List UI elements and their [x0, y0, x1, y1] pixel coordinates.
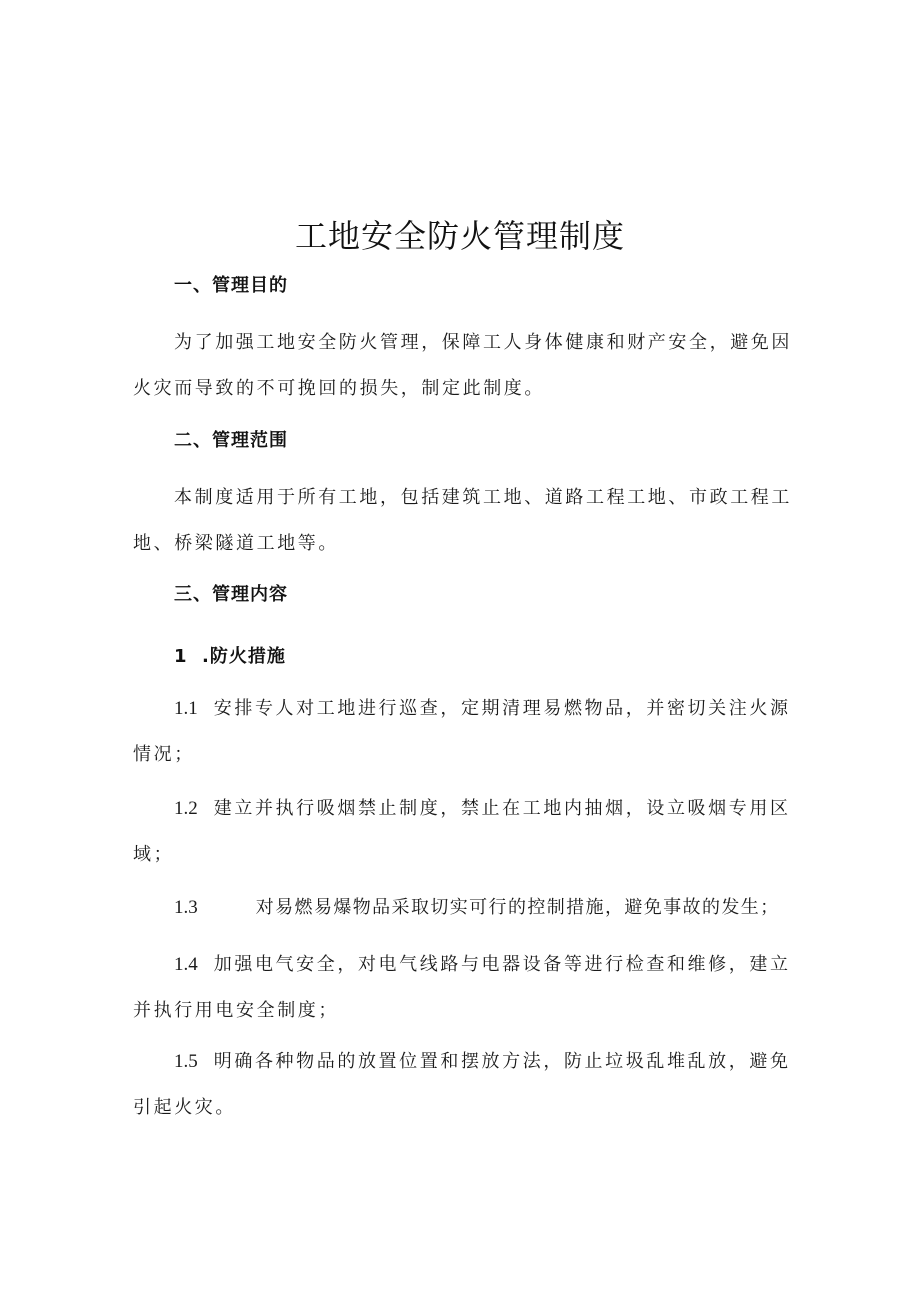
section-heading-purpose: 一、管理目的	[174, 275, 288, 296]
section-heading-content: 三、管理内容	[174, 584, 288, 605]
document-title: 工地安全防火管理制度	[294, 217, 625, 255]
item-number: 1.3	[174, 897, 198, 918]
list-item-1-5	[133, 1039, 789, 1131]
item-number: 1.5	[174, 1051, 198, 1072]
subsection-heading-fire-measures: 1 .防火措施	[174, 646, 286, 667]
item-text: 加强电气安全，对电气线路与电器设备等进行检查和维修，建立	[213, 954, 791, 975]
item-text: 并执行用电安全制度；	[133, 1000, 339, 1021]
list-item-1-2	[133, 786, 789, 878]
list-item-1-1	[133, 686, 789, 778]
paragraph-line: 地、桥梁隧道工地等。	[133, 533, 339, 554]
list-item-1-4	[133, 942, 789, 1034]
paragraph-line: 为了加强工地安全防火管理，保障工人身体健康和财产安全，避免因	[174, 332, 792, 353]
item-text: 引起火灾。	[133, 1097, 236, 1118]
paragraph-line: 火灾而导致的不可挽回的损失，制定此制度。	[133, 378, 545, 399]
item-number: 1.1	[174, 698, 198, 719]
item-text: 明确各种物品的放置位置和摆放方法，防止垃圾乱堆乱放，避免	[213, 1051, 791, 1072]
list-item-1-3	[133, 885, 813, 931]
item-text: 安排专人对工地进行巡查，定期清理易燃物品，并密切关注火源	[213, 698, 791, 719]
item-text: 域；	[133, 844, 175, 865]
item-text: 建立并执行吸烟禁止制度，禁止在工地内抽烟，设立吸烟专用区	[213, 798, 791, 819]
paragraph-line: 本制度适用于所有工地，包括建筑工地、道路工程工地、市政工程工	[174, 487, 792, 508]
section-heading-scope: 二、管理范围	[174, 430, 288, 451]
paragraph-scope	[133, 475, 792, 567]
paragraph-purpose	[133, 320, 792, 412]
item-text: 对易燃易爆物品采取切实可行的控制措施，避免事故的发生；	[255, 897, 780, 918]
item-number: 1.2	[174, 798, 198, 819]
item-number: 1.4	[174, 954, 198, 975]
item-text: 情况；	[133, 744, 195, 765]
